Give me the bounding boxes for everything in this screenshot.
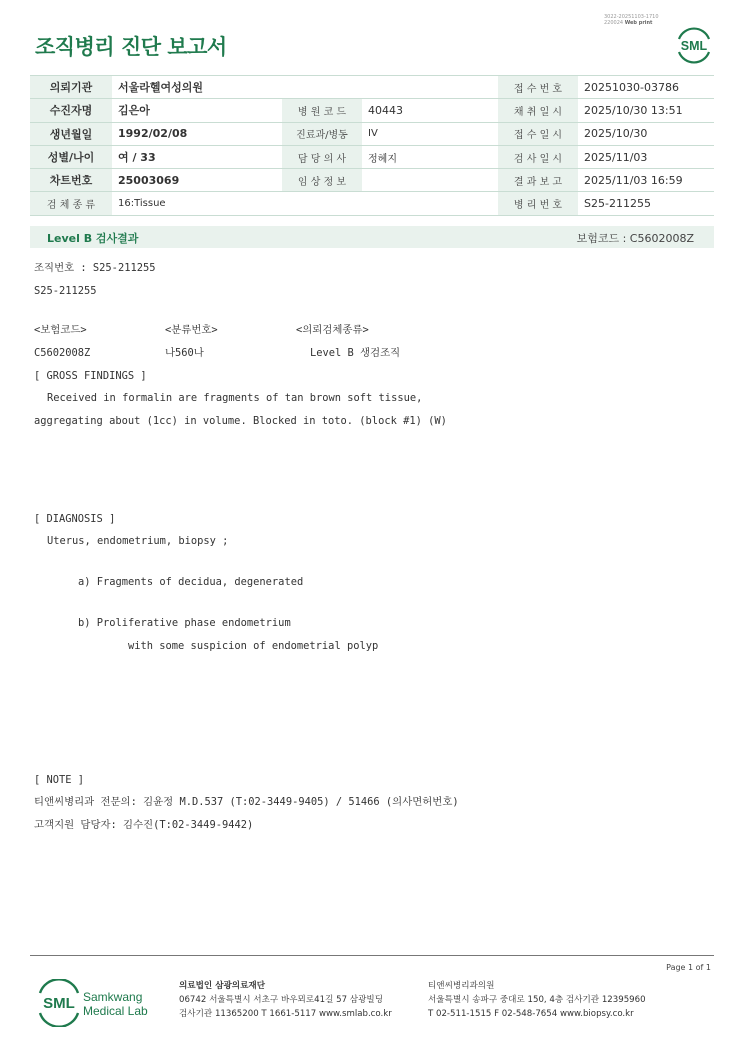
- clinical-value: [362, 169, 498, 192]
- page-title: 조직병리 진단 보고서: [35, 35, 227, 59]
- gross-line: aggregating about (1cc) in volume. Blocked in toto. (block #1) (W): [34, 415, 447, 427]
- gross-line: Received in formalin are fragments of tan brown soft tissue,: [47, 392, 423, 404]
- diagnosis-site: Uterus, endometrium, biopsy ;: [47, 535, 229, 547]
- path-no-value: S25-211255: [578, 192, 714, 215]
- page-number: Page 1 of 1: [666, 963, 711, 972]
- patient-value: 김은아: [112, 99, 282, 122]
- collect-date-value: 2025/10/30 13:51: [578, 99, 714, 122]
- foundation-name: 의료법인 삼광의료재단: [179, 981, 266, 991]
- path-no-label: 병 리 번 호: [498, 192, 578, 215]
- footer-tnc-info: [428, 979, 646, 1021]
- specimen-value: 16:Tissue: [112, 192, 498, 215]
- info-row: [30, 192, 714, 215]
- request-org-value: 서울라헬여성의원: [112, 76, 498, 99]
- doctor-label: 담 당 의 사: [282, 145, 362, 168]
- info-row: [30, 169, 714, 192]
- receipt-no-value: 20251030-03786: [578, 76, 714, 99]
- sex-age-value: 여 / 33: [112, 145, 282, 168]
- tnc-contact: T 02-511-1515 F 02-548-7654 www.biopsy.co.kr: [428, 1009, 634, 1019]
- receipt-date-value: 2025/10/30: [578, 122, 714, 145]
- samkwang-logo-mark: SML: [43, 995, 75, 1012]
- sml-logo-icon: [674, 24, 714, 64]
- result-report-value: 2025/11/03 16:59: [578, 169, 714, 192]
- col-class-header: <분류번호>: [165, 324, 218, 336]
- receipt-date-label: 접 수 일 시: [498, 122, 578, 145]
- dept-value: IV: [362, 122, 498, 145]
- diagnosis-a: a) Fragments of decidua, degenerated: [78, 576, 304, 588]
- level-result-title: Level B 검사결과: [47, 232, 139, 245]
- collect-date-label: 채 취 일 시: [498, 99, 578, 122]
- exam-date-label: 검 사 일 시: [498, 145, 578, 168]
- info-row: [30, 122, 714, 145]
- footer-samkwang-info: [179, 979, 392, 1021]
- sml-logo-text: SML: [680, 39, 708, 53]
- dept-label: 진료과/병동: [282, 122, 362, 145]
- samkwang-logo-icon: [37, 979, 157, 1027]
- note-line: 티앤씨병리과 전문의: 김윤정 M.D.537 (T:02-3449-9405) / 51466 (의사면허번호): [34, 796, 459, 808]
- specimen-type: Level B 생검조직: [310, 347, 401, 359]
- insurance-code-header: 보험코드 : C5602008Z: [576, 232, 694, 245]
- footer-divider: [30, 955, 714, 956]
- level-result-bar: [30, 226, 714, 248]
- samkwang-name-line1: Samkwang: [83, 990, 143, 1004]
- diagnosis-b-detail: with some suspicion of endometrial polyp: [128, 640, 379, 652]
- tissue-no-line: 조직번호 : S25-211255: [34, 262, 156, 274]
- patient-label: 수진자명: [30, 99, 112, 122]
- info-row: [30, 99, 714, 122]
- note-line: 고객지원 담당자: 김수진(T:02-3449-9442): [34, 819, 254, 831]
- diagnosis-b: b) Proliferative phase endometrium: [78, 617, 291, 629]
- info-row: [30, 145, 714, 168]
- tnc-lab-name: 티앤씨병리과의원: [428, 981, 495, 991]
- samkwang-address: 06742 서울특별시 서초구 바우뫼로41길 57 삼광빌딩: [179, 995, 383, 1005]
- class-no: 나560나: [165, 347, 204, 359]
- col-specimen-header: <의뢰검체종류>: [296, 324, 369, 336]
- request-org-label: 의뢰기관: [30, 76, 112, 99]
- info-row: [30, 76, 714, 99]
- receipt-no-label: 접 수 번 호: [498, 76, 578, 99]
- tissue-no: S25-211255: [34, 285, 97, 297]
- web-print-label: Web print: [624, 20, 653, 26]
- print-id-line2: 220024: [604, 20, 624, 26]
- gross-heading: [ GROSS FINDINGS ]: [34, 370, 147, 382]
- birth-value: 1992/02/08: [112, 122, 282, 145]
- hospital-code-value: 40443: [362, 99, 498, 122]
- hospital-code-label: 병 원 코 드: [282, 99, 362, 122]
- chart-no-value: 25003069: [112, 169, 282, 192]
- clinical-label: 임 상 정 보: [282, 169, 362, 192]
- samkwang-name-line2: Medical Lab: [83, 1004, 148, 1018]
- col-insurance-header: <보험코드>: [34, 324, 87, 336]
- diagnosis-heading: [ DIAGNOSIS ]: [34, 513, 116, 525]
- birth-label: 생년월일: [30, 122, 112, 145]
- note-heading: [ NOTE ]: [34, 774, 85, 786]
- chart-no-label: 차트번호: [30, 169, 112, 192]
- doctor-value: 정혜지: [362, 145, 498, 168]
- patient-info-table: [30, 75, 714, 216]
- sex-age-label: 성별/나이: [30, 145, 112, 168]
- samkwang-contact: 검사기관 11365200 T 1661-5117 www.smlab.co.kr: [179, 1009, 392, 1019]
- insurance-code: C5602008Z: [34, 347, 91, 359]
- tnc-address: 서울특별시 송파구 중대로 150, 4층 검사기관 12395960: [428, 995, 646, 1005]
- print-id-line1: 3022-20251103-1710: [604, 14, 659, 20]
- print-id: [604, 14, 684, 26]
- specimen-label: 검 체 종 류: [30, 192, 112, 215]
- result-report-label: 결 과 보 고: [498, 169, 578, 192]
- exam-date-value: 2025/11/03: [578, 145, 714, 168]
